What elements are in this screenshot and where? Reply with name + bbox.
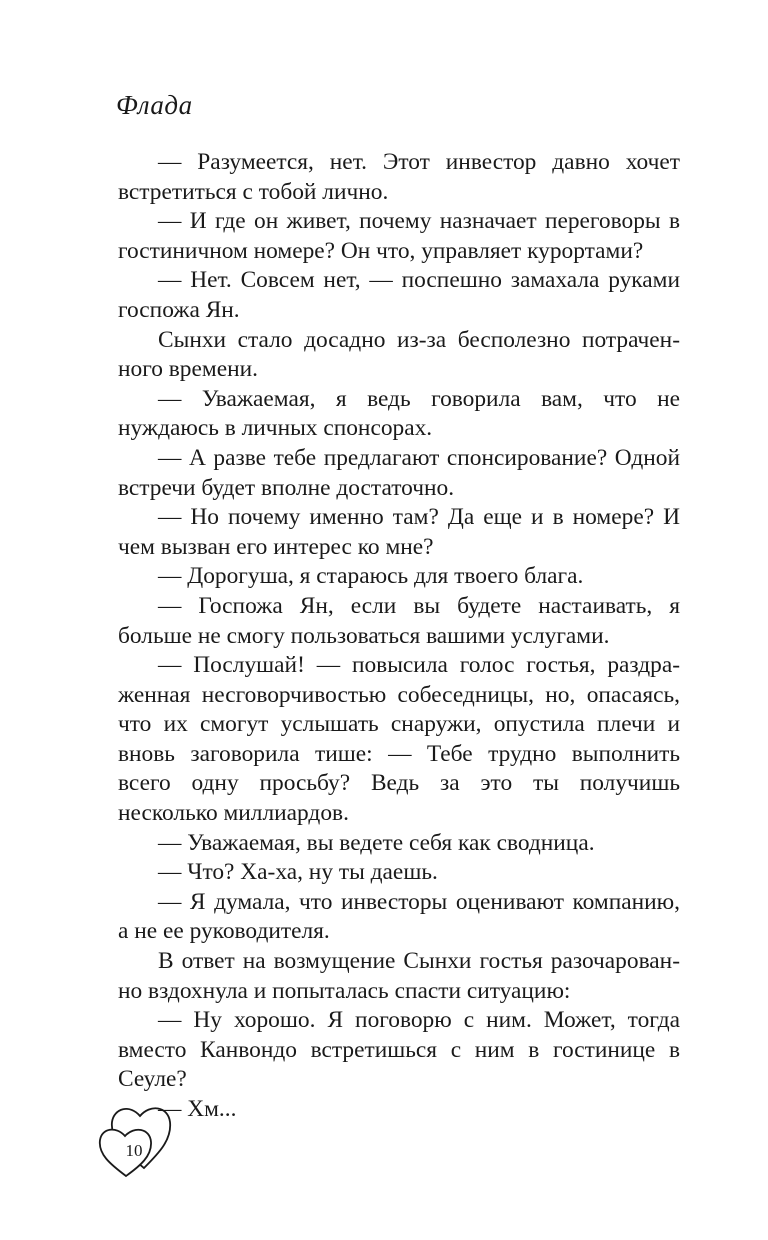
paragraph: — А разве тебе предлагают спонсирование? Одной встречи будет вполне достаточно.: [118, 444, 680, 501]
double-heart-icon: [96, 1098, 186, 1178]
body-text: [118, 148, 680, 1125]
page-number-ornament: [96, 1098, 186, 1178]
paragraph: — Нет. Совсем нет, — поспешно замахала руками госпожа Ян.: [118, 267, 680, 323]
paragraph: — Дорогуша, я стараюсь для твоего блага.: [158, 563, 584, 590]
paragraph: — Но почему именно там? Да еще и в номере? И чем вызван его интерес ко мне?: [118, 504, 680, 560]
paragraph: — Что? Ха-ха, ну ты даешь.: [158, 859, 438, 886]
paragraph: — Послушай! — повысила голос гостья, раздраженная несговорчивостью собеседницы, но, опасаясь, что их смогут услышать снаружи, опустила плечи и вновь заговорила тише: — Тебе трудно выполнить всего одну просьбу? Ведь за это ты получишь несколько миллиардов.: [118, 652, 680, 827]
paragraph: — Я думала, что инвесторы оценивают компанию, а не ее руководителя.: [118, 888, 680, 945]
paragraph: — Хм...: [158, 1096, 237, 1122]
page-number: 10: [125, 1141, 143, 1160]
paragraph: Сынхи стало досадно из-за бесполезно потраченного времени.: [118, 326, 680, 383]
paragraph: — И где он живет, почему назначает переговоры в гостиничном номере? Он что, управляет курортами?: [118, 208, 680, 264]
paragraph: — Уважаемая, я ведь говорила вам, что не нуждаюсь в личных спонсорах.: [118, 385, 680, 442]
paragraph: — Госпожа Ян, если вы будете настаивать, я больше не смогу пользоваться вашими услугами.: [118, 592, 680, 649]
paragraph: В ответ на возмущение Сынхи гостья разочарованно вздохнула и попыталась спасти ситуацию:: [118, 948, 680, 1004]
paragraph: — Разумеется, нет. Этот инвестор давно хочет встретиться с тобой лично.: [118, 149, 680, 205]
paragraph: — Ну хорошо. Я поговорю с ним. Может, тогда вместо Канвондо встретишься с ним в гостинице в Сеуле?: [118, 1007, 680, 1093]
running-head: Флада: [116, 90, 193, 120]
paragraph: — Уважаемая, вы ведете себя как сводница.: [158, 829, 595, 856]
